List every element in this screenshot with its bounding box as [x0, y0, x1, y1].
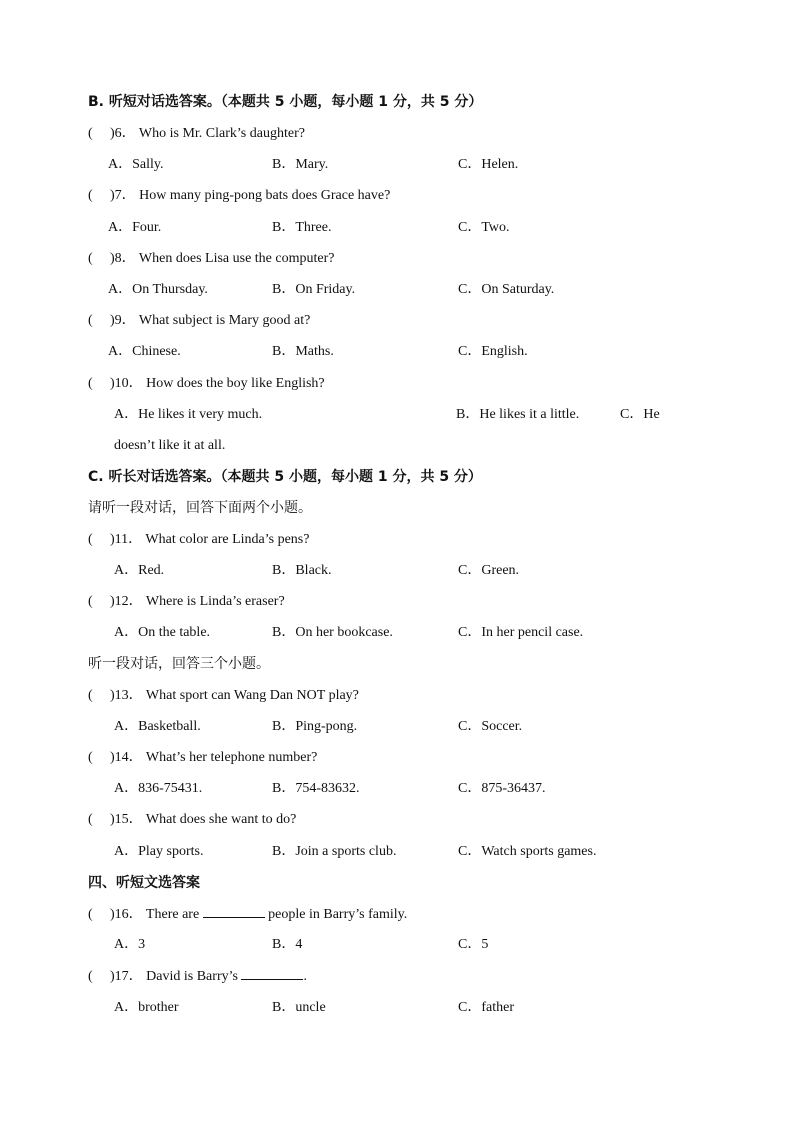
option-a: A．Four. [108, 220, 162, 235]
answer-paren[interactable]: ( [88, 532, 93, 547]
question-text: David is Barry’s [146, 969, 238, 984]
question-12 [88, 592, 285, 612]
option-c: C．875-36437. [458, 781, 546, 796]
question-number: )6． [110, 126, 136, 141]
option-c: C．5 [458, 937, 489, 952]
answer-paren[interactable]: ( [88, 188, 93, 203]
option-c: C．In her pencil case. [458, 625, 584, 640]
option-b: B．Mary. [272, 157, 329, 172]
question-number: )17． [110, 969, 143, 984]
answer-paren[interactable]: ( [88, 594, 93, 609]
question-number: )7． [110, 188, 136, 203]
option-a: A．836-75431. [114, 781, 203, 796]
question-text: What does she want to do? [145, 812, 297, 827]
answer-paren[interactable]: ( [88, 969, 93, 984]
section-4-heading: 四、听短文选答案 [88, 875, 200, 891]
question-number: )10． [110, 376, 143, 391]
answer-paren[interactable]: ( [88, 688, 93, 703]
option-a: A．On the table. [114, 625, 211, 640]
option-a: A．3 [114, 937, 146, 952]
question-16 [88, 904, 407, 925]
option-c: C．He [620, 407, 660, 422]
question-10 [88, 374, 325, 394]
question-text: How does the boy like English? [146, 376, 325, 391]
question-8 [88, 249, 334, 269]
option-a: A．Sally. [108, 157, 164, 172]
fill-blank[interactable] [203, 904, 265, 918]
option-b: B．Maths. [272, 344, 334, 359]
option-a: A．On Thursday. [108, 282, 208, 297]
option-b: B．Join a sports club. [272, 844, 397, 859]
option-b: B．He likes it a little. [456, 407, 580, 422]
option-a: A．Red. [114, 563, 165, 578]
option-b: B．4 [272, 937, 303, 952]
question-text: Who is Mr. Clark’s daughter? [138, 126, 305, 141]
question-number: )15． [110, 812, 143, 827]
question-text: What subject is Mary good at? [138, 313, 311, 328]
question-text: Where is Linda’s eraser? [145, 594, 285, 609]
option-a: A．brother [114, 1000, 179, 1015]
option-b: B．Ping-pong. [272, 719, 358, 734]
option-c: C．Soccer. [458, 719, 523, 734]
question-text: When does Lisa use the computer? [138, 251, 335, 266]
question-number: )9． [110, 313, 136, 328]
option-a: A．Chinese. [108, 344, 181, 359]
option-b: B．Three. [272, 220, 332, 235]
section-c-heading: C. 听长对话选答案。（本题共 5 小题，每小题 1 分，共 5 分） [88, 469, 482, 485]
option-c: C．Helen. [458, 157, 519, 172]
question-number: )12． [110, 594, 143, 609]
answer-paren[interactable]: ( [88, 313, 93, 328]
answer-paren[interactable]: ( [88, 376, 93, 391]
section-b-heading: B. 听短对话选答案。（本题共 5 小题，每小题 1 分，共 5 分） [88, 94, 483, 110]
fill-blank[interactable] [241, 966, 303, 980]
option-c: C．Green. [458, 563, 520, 578]
question-text: There are [145, 907, 200, 922]
question-text: . [303, 969, 307, 984]
option-b: B．On Friday. [272, 282, 356, 297]
question-number: )14． [110, 750, 143, 765]
question-15 [88, 810, 296, 830]
question-text: What color are Linda’s pens? [145, 532, 310, 547]
option-c: C．father [458, 1000, 514, 1015]
question-13 [88, 686, 359, 706]
option-b: B．uncle [272, 1000, 326, 1015]
question-7 [88, 186, 390, 206]
section-c-intro-1: 请听一段对话，回答下面两个小题。 [88, 500, 312, 516]
answer-paren[interactable]: ( [88, 251, 93, 266]
answer-paren[interactable]: ( [88, 750, 93, 765]
option-a: A．Play sports. [114, 844, 204, 859]
option-b: B．754-83632. [272, 781, 360, 796]
option-c-continuation: doesn’t like it at all. [114, 438, 226, 453]
option-c: C．English. [458, 344, 528, 359]
question-6 [88, 124, 305, 144]
answer-paren[interactable]: ( [88, 812, 93, 827]
question-text: What’s her telephone number? [145, 750, 318, 765]
answer-paren[interactable]: ( [88, 126, 93, 141]
question-number: )16． [110, 907, 143, 922]
question-14 [88, 748, 317, 768]
option-b: B．Black. [272, 563, 332, 578]
option-c: C．Two. [458, 220, 510, 235]
question-17 [88, 966, 307, 987]
question-text: people in Barry’s family. [268, 907, 408, 922]
section-c-intro-2: 听一段对话，回答三个小题。 [88, 656, 270, 672]
question-text: What sport can Wang Dan NOT play? [145, 688, 359, 703]
option-c: C．Watch sports games. [458, 844, 597, 859]
question-number: )8． [110, 251, 136, 266]
question-9 [88, 311, 310, 331]
question-number: )11． [110, 532, 143, 547]
question-text: How many ping-pong bats does Grace have? [139, 188, 391, 203]
answer-paren[interactable]: ( [88, 907, 93, 922]
question-11 [88, 530, 309, 550]
option-b: B．On her bookcase. [272, 625, 393, 640]
option-a: A．He likes it very much. [114, 407, 263, 422]
option-a: A．Basketball. [114, 719, 201, 734]
question-number: )13． [110, 688, 143, 703]
option-c: C．On Saturday. [458, 282, 555, 297]
